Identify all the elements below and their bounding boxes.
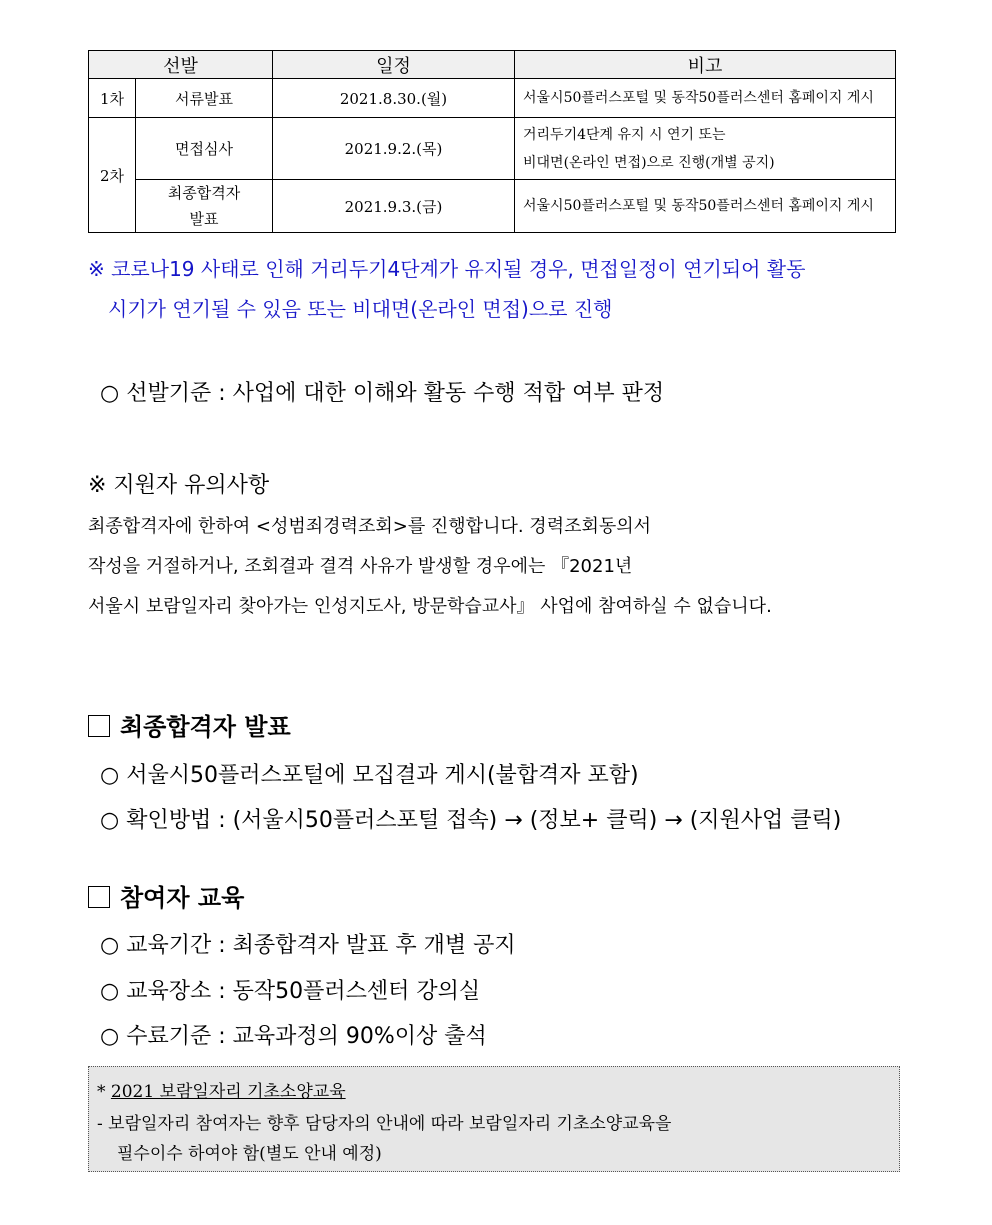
table-row (89, 180, 896, 233)
note-line: 거리두기4단계 유지 시 연기 또는 (523, 126, 726, 143)
checkbox-square-icon (88, 886, 110, 908)
list-item: ○ 교육기간 : 최종합격자 발표 후 개별 공지 (100, 933, 516, 958)
stage-line: 발표 (189, 210, 219, 228)
list-item: ○ 서울시50플러스포털에 모집결과 게시(불합격자 포함) (100, 763, 639, 788)
notice-line: 서울시 보람일자리 찾아가는 인성지도사, 방문학습교사』 사업에 참여하실 수 없습니다. (88, 596, 772, 617)
header-schedule: 일정 (273, 51, 515, 79)
heading-text: 참여자 교육 (120, 884, 245, 912)
notice-line: 최종합격자에 한하여 <성범죄경력조회>를 진행합니다. 경력조회동의서 (88, 516, 652, 537)
selection-criteria: ○ 선발기준 : 사업에 대한 이해와 활동 수행 적합 여부 판정 (100, 381, 665, 406)
list-item: ○ 교육장소 : 동작50플러스센터 강의실 (100, 979, 481, 1004)
date-cell: 2021.9.2.(목) (273, 118, 515, 180)
box-title-text: 2021 보람일자리 기초소양교육 (110, 1082, 346, 1102)
covid-note-line: ※ 코로나19 사태로 인해 거리두기4단계가 유지될 경우, 면접일정이 연기되어 활동 (88, 257, 806, 281)
selection-schedule-table (88, 50, 896, 233)
note-line: 비대면(온라인 면접)으로 진행(개별 공지) (523, 154, 775, 171)
note-cell (515, 118, 896, 180)
list-item: ○ 수료기준 : 교육과정의 90%이상 출석 (100, 1024, 487, 1049)
covid-note-line: 시기가 연기될 수 있음 또는 비대면(온라인 면접)으로 진행 (108, 297, 613, 321)
table-row (89, 79, 896, 118)
header-selection: 선발 (89, 51, 273, 79)
header-remarks: 비고 (515, 51, 896, 79)
table-row (89, 118, 896, 180)
round-cell: 2차 (89, 118, 136, 233)
stage-cell: 면접심사 (136, 118, 273, 180)
checkbox-square-icon (88, 715, 110, 737)
date-cell: 2021.8.30.(월) (273, 79, 515, 118)
date-cell: 2021.9.3.(금) (273, 180, 515, 233)
education-heading (88, 878, 244, 913)
final-announcement-heading (88, 707, 291, 742)
notice-line: 작성을 거절하거나, 조회결과 결격 사유가 발생할 경우에는 『2021년 (88, 556, 633, 577)
asterisk: * (97, 1082, 111, 1102)
list-item: ○ 확인방법 : (서울시50플러스포털 접속) → (정보+ 클릭) → (지원사업 클릭) (100, 808, 842, 833)
heading-text: 최종합격자 발표 (120, 713, 291, 741)
note-cell: 서울시50플러스포털 및 동작50플러스센터 홈페이지 게시 (515, 79, 896, 118)
basic-education-note-box (88, 1066, 900, 1172)
box-line: 필수이수 하여야 함(별도 안내 예정) (117, 1144, 382, 1164)
stage-line: 최종합격자 (167, 184, 241, 202)
box-line: - 보람일자리 참여자는 향후 담당자의 안내에 따라 보람일자리 기초소양교육을 (97, 1114, 672, 1134)
round-cell: 1차 (89, 79, 136, 118)
note-cell: 서울시50플러스포털 및 동작50플러스센터 홈페이지 게시 (515, 180, 896, 233)
box-title (97, 1077, 346, 1102)
stage-cell (136, 180, 273, 233)
applicant-notice-title: ※ 지원자 유의사항 (88, 473, 270, 498)
stage-cell: 서류발표 (136, 79, 273, 118)
